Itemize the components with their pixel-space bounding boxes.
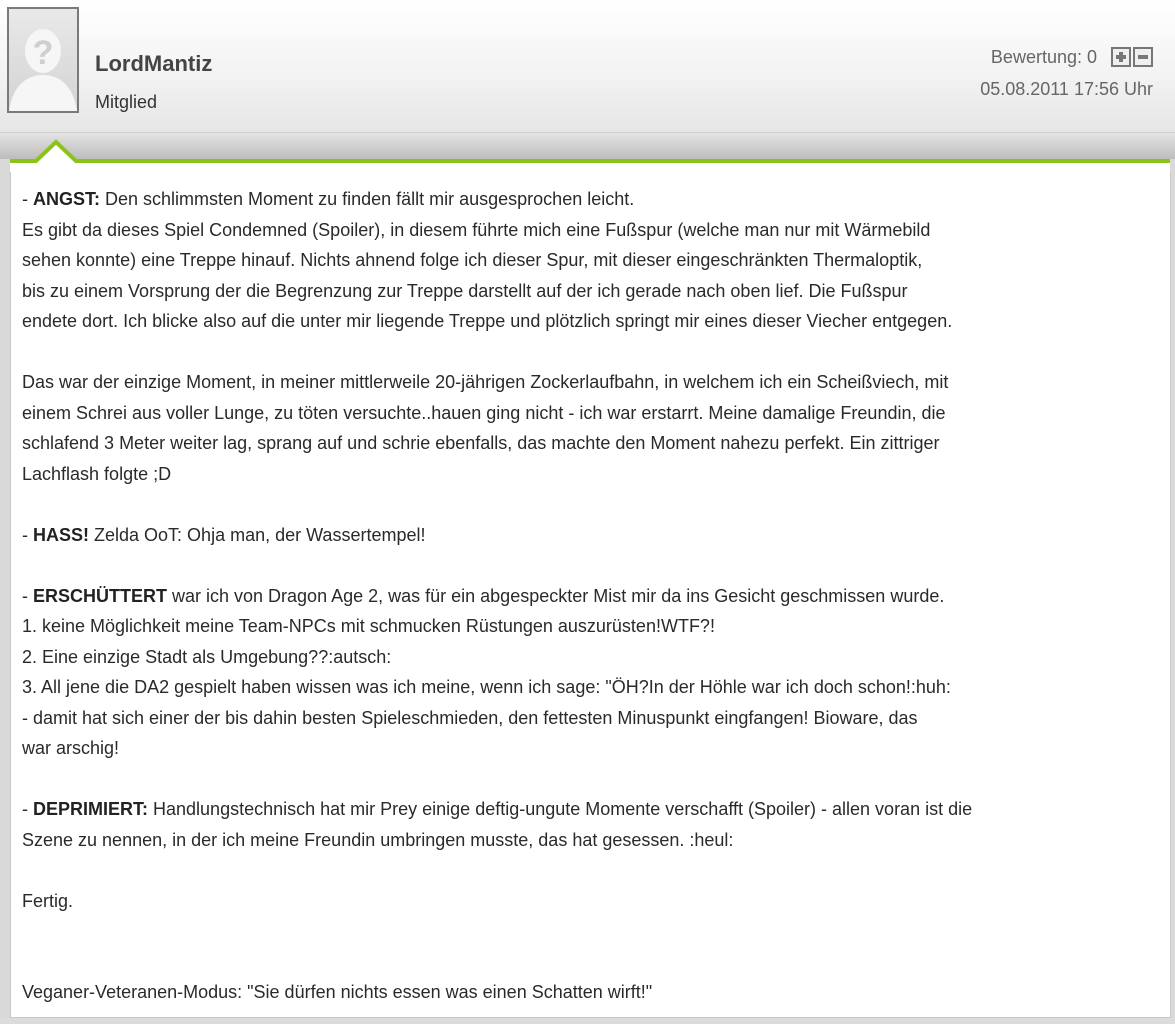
bullet-prefix: - <box>22 524 33 545</box>
post-content <box>22 184 1162 1008</box>
list-item: 2. Eine einzige Stadt als Umgebung??:autsch: <box>22 646 392 667</box>
post-rating <box>991 45 1153 69</box>
label-erschuettert: ERSCHÜTTERT <box>33 585 167 606</box>
text-line: - damit hat sich einer der bis dahin besten Spieleschmieden, den fettesten Minuspunkt eingfangen! Bioware, das <box>22 707 918 728</box>
post-divider-bar <box>0 133 1175 173</box>
author-rank: Mitglied <box>95 92 158 112</box>
paragraph-deprimiert <box>22 794 1162 825</box>
paragraph-gap <box>22 764 1162 795</box>
post-header <box>0 0 1175 133</box>
text-hass: Zelda OoT: Ohja man, der Wassertempel! <box>89 524 426 545</box>
text-line: Es gibt da dieses Spiel Condemned (Spoiler), in diesem führte mich eine Fußspur (welche man nur mit Wärmebild <box>22 219 931 240</box>
rating-value: 0 <box>1086 46 1097 67</box>
label-deprimiert: DEPRIMIERT: <box>33 799 149 819</box>
bullet-prefix: - <box>22 189 33 209</box>
post-timestamp: 05.08.2011 17:56 Uhr <box>980 79 1153 99</box>
paragraph-hass <box>22 520 1162 551</box>
text-deprimiert: Handlungstechnisch hat mir Prey einige deftig-ungute Momente verschafft (Spoiler) - allen voran ist die <box>148 799 973 819</box>
text-line: Szene zu nennen, in der ich meine Freundin umbringen musste, das hat gesessen. :heul: <box>22 829 734 850</box>
paragraph-gap <box>22 550 1162 581</box>
paragraph-gap <box>22 916 1162 947</box>
text-angst: Den schlimmsten Moment zu finden fällt mir ausgesprochen leicht. <box>100 189 635 209</box>
list-item: 3. All jene die DA2 gespielt haben wissen was ich meine, wenn ich sage: "ÖH?In der Höhle war ich doch schon!:huh: <box>22 677 951 697</box>
paragraph-gap <box>22 337 1162 368</box>
post-footer-strip <box>0 1018 1175 1024</box>
post-signature: Veganer-Veteranen-Modus: "Sie dürfen nichts essen was einen Schatten wirft!" <box>22 982 653 1002</box>
text-line: bis zu einem Vorsprung der die Begrenzung zur Treppe darstellt auf der ich gerade nach oben lief. Die Fußspur <box>22 280 908 301</box>
plus-icon[interactable] <box>1111 47 1131 67</box>
text-erschuettert: war ich von Dragon Age 2, was für ein abgespeckter Mist mir da ins Gesicht geschmissen wurde. <box>167 585 945 606</box>
text-line: endete dort. Ich blicke also auf die unter mir liegende Treppe und plötzlich springt mir eines dieser Viecher entgegen. <box>22 311 953 331</box>
minus-icon[interactable] <box>1133 47 1153 67</box>
bullet-prefix: - <box>22 585 33 606</box>
list-item: 1. keine Möglichkeit meine Team-NPCs mit schmucken Rüstungen auszurüsten!WTF?! <box>22 616 715 636</box>
paragraph-angst <box>22 184 1162 215</box>
paragraph-gap <box>22 947 1162 978</box>
default-avatar-icon[interactable] <box>7 7 79 113</box>
post-body <box>10 172 1171 1018</box>
text-line: schlafend 3 Meter weiter lag, sprang auf und schrie ebenfalls, das machte den Moment nahezu perfekt. Ein zittriger <box>22 433 940 453</box>
text-line: sehen konnte) eine Treppe hinauf. Nichts ahnend folge ich dieser Spur, mit dieser eingeschränkten Thermaloptik, <box>22 250 923 270</box>
paragraph-gap <box>22 489 1162 520</box>
text-line: Lachflash folgte ;D <box>22 463 172 484</box>
text-line: war arschig! <box>22 738 120 758</box>
svg-text:?: ? <box>32 34 54 72</box>
text-line: einem Schrei aus voller Lunge, zu töten versuchte..hauen ging nicht - ich war erstarrt. Meine damalige Freundin, die <box>22 402 946 423</box>
bullet-prefix: - <box>22 799 33 819</box>
label-hass: HASS! <box>33 524 90 545</box>
paragraph-erschuettert <box>22 581 1162 612</box>
text-line: Das war der einzige Moment, in meiner mittlerweile 20-jährigen Zockerlaufbahn, in welchem ich ein Scheißviech, mit <box>22 372 949 392</box>
author-name[interactable]: LordMantiz <box>95 51 213 76</box>
paragraph-gap <box>22 855 1162 886</box>
closing-line: Fertig. <box>22 890 74 911</box>
label-angst: ANGST: <box>33 189 100 209</box>
rating-label: Bewertung: <box>990 46 1082 67</box>
